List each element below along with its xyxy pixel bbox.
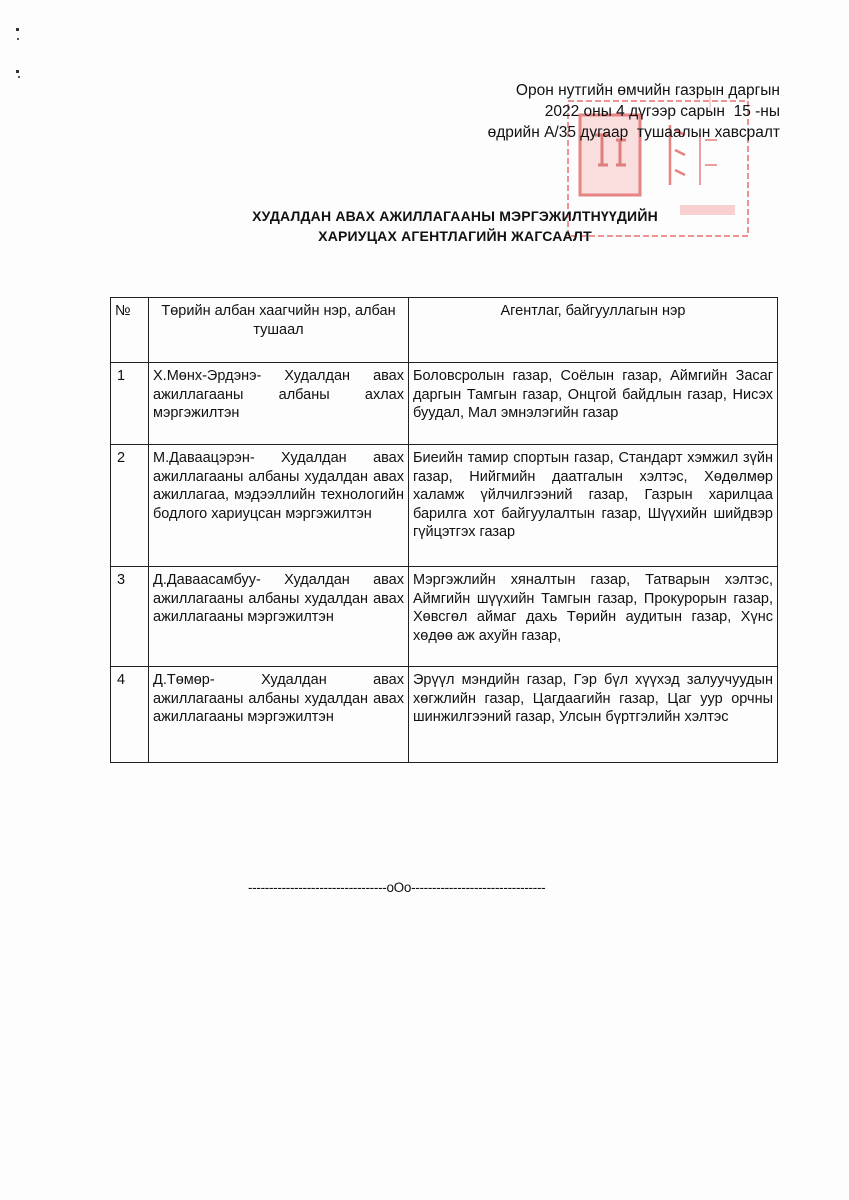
official-name-position: Х.Мөнх-Эрдэнэ- Худалдан авах ажиллагааны албаны ахлах мэргэжилтэн [149, 363, 409, 445]
header-number: № [111, 298, 149, 363]
header-line-1: Орон нутгийн өмчийн газрын даргын [515, 82, 780, 99]
agency-list: Биеийн тамир спортын газар, Стандарт хэмжил зүйн газар, Нийгмийн даатгалын хэлтэс, Хөдөлмөр халамж үйлчилгээний газар, Газрын харилцаа барилга хот байгуулалтын газар, Шүүхийн шийдвэр гүйцэтгэх газар [409, 445, 778, 567]
header-official: Төрийн албан хаагчийн нэр, албан тушаал [149, 298, 409, 363]
row-number: 1 [111, 363, 149, 445]
official-name-position: Д.Даваасамбуу- Худалдан авах ажиллагааны албаны худалдан авах ажиллагааны мэргэжилтэн [149, 567, 409, 667]
official-name-position: М.Даваацэрэн- Худалдан авах ажиллагааны албаны худалдан авах ажиллагаа, мэдээллийн технологийн бодлого хариуцсан мэргэжилтэн [149, 445, 409, 567]
order-reference-header [488, 80, 780, 143]
header-line-3: өдрийн А/35 дугаар тушаалын хавсралт [487, 124, 780, 141]
document-title [200, 206, 710, 246]
table-row [111, 445, 778, 567]
row-number: 2 [111, 445, 149, 567]
title-line-1: ХУДАЛДАН АВАХ АЖИЛЛАГААНЫ МЭРГЭЖИЛТНҮҮДИЙН [252, 208, 658, 224]
header-line-2: 2022 оны 4 дүгээр сарын 15 -ны [544, 103, 780, 120]
agency-list: Мэргэжлийн хяналтын газар, Татварын хэлтэс, Аймгийн шүүхийн Тамгын газар, Прокурорын газар, Хөвсгөл аймаг дахь Төрийн аудитын газар, Хүнс хөдөө аж ахуйн газар, [409, 567, 778, 667]
table-header-row [111, 298, 778, 363]
header-agency: Агентлаг, байгууллагын нэр [409, 298, 778, 363]
row-number: 3 [111, 567, 149, 667]
closing-separator: ---------------------------------oOo-------------------------------- [248, 880, 546, 895]
title-line-2: ХАРИУЦАХ АГЕНТЛАГИЙН ЖАГСААЛТ [318, 228, 592, 244]
scan-marks [14, 22, 24, 82]
table-row [111, 363, 778, 445]
table-row [111, 567, 778, 667]
agency-list: Боловсролын газар, Соёлын газар, Аймгийн Засаг даргын Тамгын газар, Онцгой байдлын газар, Нисэх буудал, Мал эмнэлэгийн газар [409, 363, 778, 445]
official-name-position: Д.Төмөр- Худалдан авах ажиллагааны албаны худалдан авах ажиллагааны мэргэжилтэн [149, 667, 409, 763]
agency-list: Эрүүл мэндийн газар, Гэр бүл хүүхэд залуучуудын хөгжлийн газар, Цагдаагийн газар, Цаг уур орчны шинжилгээний газар, Улсын бүртгэлийн хэлтэс [409, 667, 778, 763]
table-row [111, 667, 778, 763]
agency-assignment-table [110, 297, 778, 763]
row-number: 4 [111, 667, 149, 763]
